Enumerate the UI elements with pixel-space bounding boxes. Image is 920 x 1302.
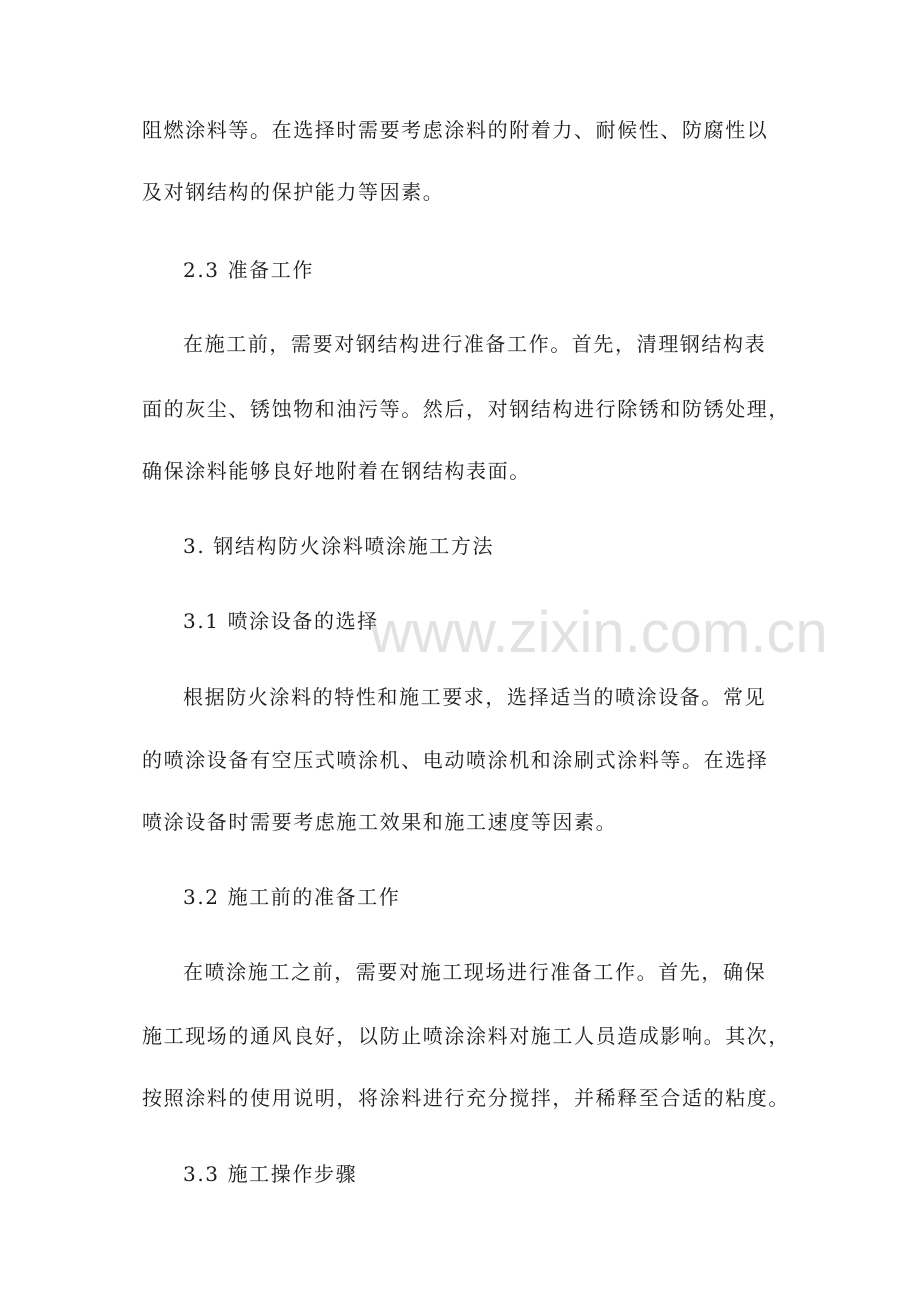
paragraph-line: 施工现场的通风良好，以防止喷涂涂料对施工人员造成影响。其次， — [142, 1024, 790, 1048]
paragraph-line: 阻燃涂料等。在选择时需要考虑涂料的附着力、耐候性、防腐性以 — [142, 118, 769, 142]
paragraph-line: 的喷涂设备有空压式喷涂机、电动喷涂机和涂刷式涂料等。在选择 — [142, 748, 769, 772]
section-heading-3-1: 3.1 喷涂设备的选择 — [183, 609, 379, 633]
paragraph-line: 根据防火涂料的特性和施工要求，选择适当的喷涂设备。常见 — [183, 685, 767, 709]
section-heading-3-3: 3.3 施工操作步骤 — [183, 1162, 358, 1186]
paragraph-line: 在喷涂施工之前，需要对施工现场进行准备工作。首先，确保 — [183, 960, 767, 984]
paragraph-line: 在施工前，需要对钢结构进行准备工作。首先，清理钢结构表 — [183, 332, 767, 356]
section-heading-2-3: 2.3 准备工作 — [183, 258, 314, 282]
watermark: www.zixin.com.cn — [370, 600, 828, 665]
paragraph-line: 确保涂料能够良好地附着在钢结构表面。 — [142, 459, 531, 483]
paragraph-line: 及对钢结构的保护能力等因素。 — [142, 180, 445, 204]
paragraph-line: 面的灰尘、锈蚀物和油污等。然后，对钢结构进行除锈和防锈处理， — [142, 397, 790, 421]
section-heading-3-2: 3.2 施工前的准备工作 — [183, 885, 401, 909]
paragraph-line: 按照涂料的使用说明，将涂料进行充分搅拌，并稀释至合适的粘度。 — [142, 1086, 790, 1110]
section-heading-3: 3. 钢结构防火涂料喷涂施工方法 — [183, 534, 495, 558]
paragraph-line: 喷涂设备时需要考虑施工效果和施工速度等因素。 — [142, 810, 618, 834]
